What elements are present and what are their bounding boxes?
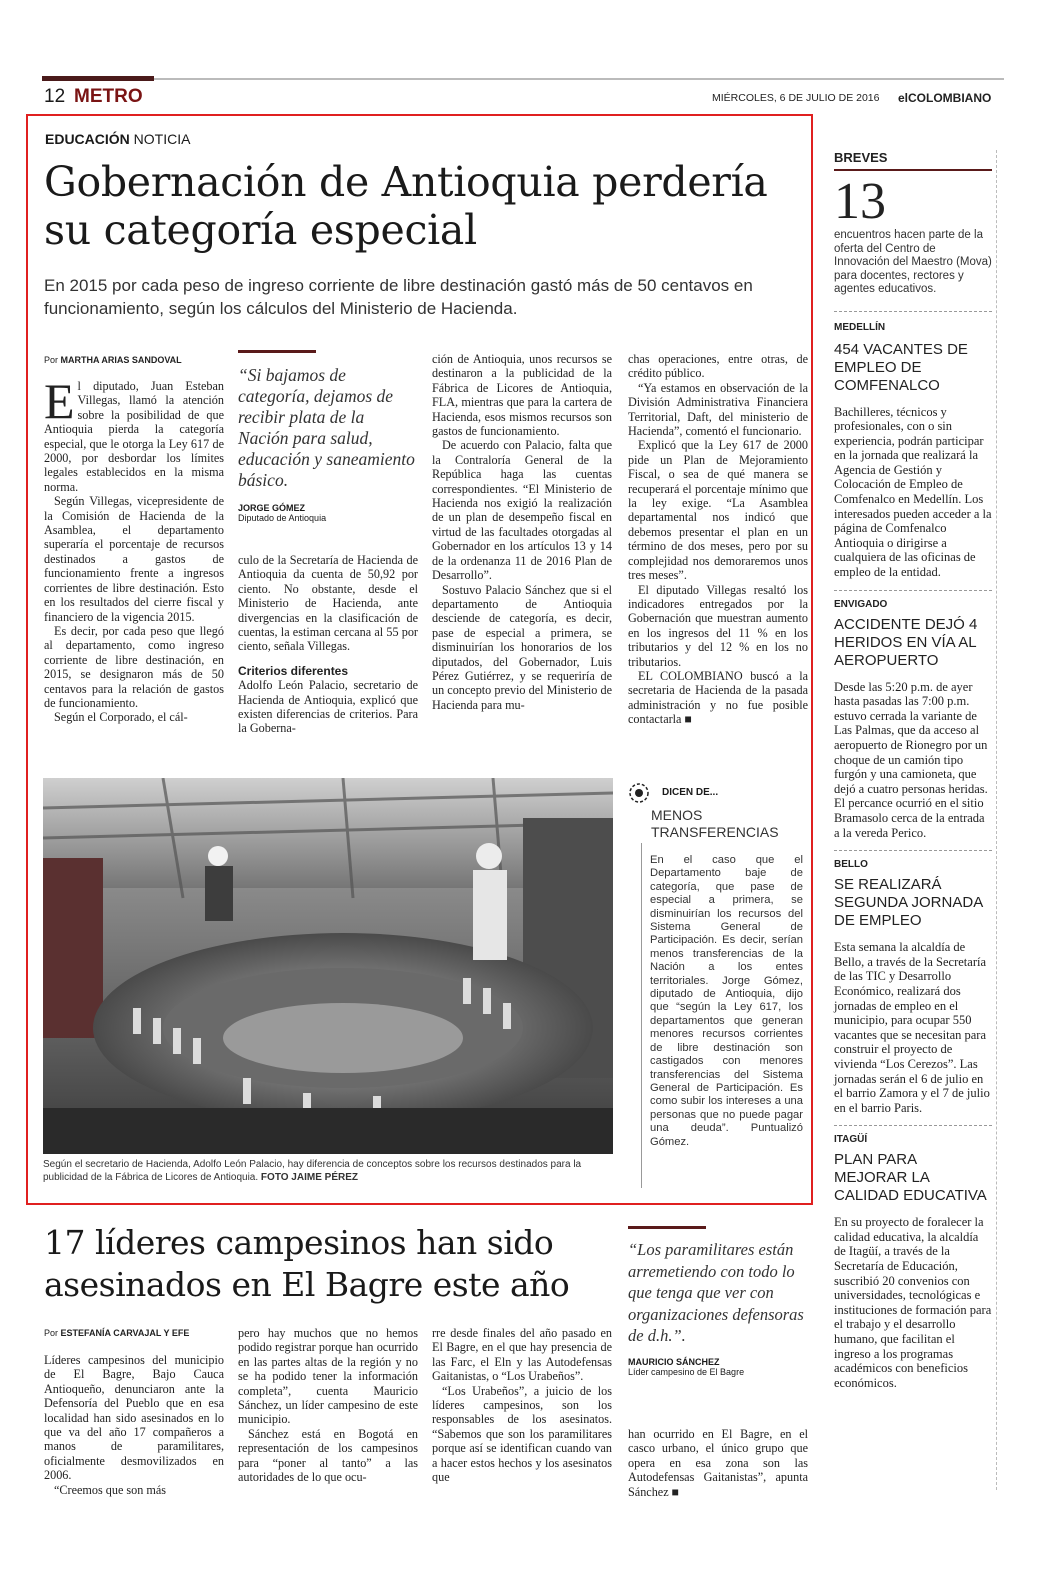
paragraph: “Los Urabeños”, a juicio de los líderes campesinos, son los responsables de los asesinatos. “Sabemos que son los paramilitares porque así se identifican cuando van a hacer estos hechos y los asesinatos que	[432, 1383, 612, 1485]
breves-rule	[834, 169, 992, 171]
brief-headline: SE REALIZARÁ SEGUNDA JORNADA DE EMPLEO	[834, 876, 983, 930]
second-column-4	[628, 1427, 808, 1499]
article-column-1	[44, 355, 224, 725]
article-column-2	[238, 350, 418, 523]
paragraph: Sostuvo Palacio Sánchez que si el departamento de Antioquia desciende de categoría, es decir, pase de especial a primera, se disminuirían los honorarios de los diputados, del Gobernador, Luis Pérez Gutiérrez, y se requeriría de un concepto previo del Ministerio de Hacienda para mu-	[432, 582, 612, 712]
paragraph: Adolfo León Palacio, secretario de Hacienda de Antioquia, explicó que existen diferencias de criterios. Para la Goberna-	[238, 678, 418, 736]
paragraph: “Creemos que son más	[54, 1482, 167, 1497]
paragraph: ción de Antioquia, unos recursos se destinaron a la publicidad de la Fábrica de Licores de Antioquia, FLA, mientras que para la cartera de Hacienda, esos mismos recursos son gastos de funcionamiento.	[432, 352, 612, 439]
paragraph: pero hay muchos que no hemos podido registrar porque han ocurrido en las partes altas de la región y no se ha podido tener la información completa”, cuenta Mauricio Sánchez, un líder campesino de este municipio.	[238, 1326, 418, 1427]
photo-credit: FOTO JAIME PÉREZ	[258, 1172, 358, 1183]
section-accent-bar	[42, 76, 154, 81]
paragraph: chas operaciones, entre otras, de crédito público.	[628, 352, 808, 381]
paragraph: Explicó que la Ley 617 de 2000 pide un Plan de Mejoramiento Fiscal, o sea de qué manera se recuperará el porcentaje mínimo que la ley exige. “La Asamblea departamental nos indicó que debemos presentar el plan en un término de dos meses, pero por su complejidad nos demoraremos unos tres meses”.	[628, 438, 808, 583]
second-column-1	[44, 1353, 224, 1497]
paragraph: Sánchez está en Bogotá en representación de los campesinos para “poner al tanto” a las autoridades de lo que ocu-	[238, 1426, 418, 1485]
brief-headline: 454 VACANTES DE EMPLEO DE COMFENALCO	[834, 340, 968, 394]
photo-caption	[43, 1158, 613, 1184]
quote-accent-bar	[628, 1226, 706, 1229]
article-headline: Gobernación de Antioquia perdería su categoría especial	[44, 158, 768, 254]
paragraph: Es decir, por cada peso que llegó al departamento, como ingreso corriente de libre destinación, en 2015, se designaron más de 50 centavos para la relación de gastos de funcionamiento.	[44, 623, 224, 710]
article-column-2-text	[238, 553, 418, 736]
brief-headline: ACCIDENTE DEJÓ 4 HERIDOS EN VÍA AL AEROPUERTO	[834, 615, 978, 669]
byline-prefix: Por	[44, 1328, 61, 1338]
brief-body: En su proyecto de foralecer la calidad educativa, la alcaldía de Itagüí, a través de la Secretaría de Educación, suscribió 20 convenios con universidades, tecnológicas e instituciones de formación para el trabajo y el desarrollo humano, que facilitan el ingreso a los programas académicos con beneficios económicos.	[834, 1215, 992, 1390]
byline-prefix: Por	[44, 355, 61, 365]
breves-number-text: encuentros hacen parte de la oferta del Centro de Innovación del Maestro (Mova) para docentes, rectores y agentes educativos.	[834, 229, 992, 295]
pull-quote: “Los paramilitares están arremetiendo con todo lo que tenga que ver con organizaciones defensoras de d.h.”.	[628, 1240, 804, 1345]
sidebar-title: MENOS TRANSFERENCIAS	[651, 807, 779, 840]
brief-headline: PLAN PARA MEJORAR LA CALIDAD EDUCATIVA	[834, 1151, 987, 1205]
newspaper-brand: elCOLOMBIANO	[898, 91, 992, 105]
paragraph: l diputado, Juan Esteban Villegas, llamó la atención sobre la posibilidad de que Antioquia pierda la categoría especial, que le otorga la Ley 617 de 2000, por desbordar los límites legales establecidos en la misma norma.	[44, 379, 224, 494]
page-number: 12	[44, 86, 66, 107]
second-headline: 17 líderes campesinos han sido asesinados en El Bagre este año	[44, 1223, 570, 1304]
paragraph: EL COLOMBIANO buscó a la secretaria de Hacienda de la pasada administración y no fue posible contactarla ■	[628, 668, 808, 727]
article-deck: En 2015 por cada peso de ingreso corriente de libre destinación gastó más de 50 centavos en funcionamiento, según los cálculos del Ministerio de Hacienda.	[44, 276, 753, 318]
divider	[834, 590, 992, 591]
paragraph: culo de la Secretaría de Hacienda de Antioquia da cuenta de 50,92 por ciento. No obstante, desde el Ministerio de Hacienda, ante divergencias en la clasificación de cuentas, la estiman cercana al 55 por ciento, señala Villegas.	[238, 553, 418, 654]
second-quote-block	[628, 1226, 808, 1377]
brief-place: ITAGÜÍ	[834, 1134, 868, 1146]
header-rule	[42, 78, 1004, 80]
quote-author-role: Líder campesino de El Bagre	[628, 1366, 745, 1377]
divider	[834, 850, 992, 851]
second-column-2	[238, 1326, 418, 1484]
drop-cap: E	[44, 373, 75, 429]
brief-body: Esta semana la alcaldía de Bello, a través de la Secretaría de las TIC y Desarrollo Económico, realizará dos jornadas de empleo en el municipio, para ocupar 550 vacantes que se necesitan para construir el proyecto de vivienda “Los Cerezos”. Las jornadas serán el 6 de julio en el barrio Zamora y el 7 de julio en el barrio Paris.	[834, 940, 990, 1115]
second-column-3	[432, 1326, 612, 1484]
byline-author: ESTEFANÍA CARVAJAL Y EFE	[60, 1328, 190, 1338]
sidebar-body: En el caso que el Departamento baje de categoría, que pase de especial a primera, se disminuirían los recursos del Sistema General de Participación. Es decir, serían menos transferencias de la Nación a los entes territoriales. Jorge Gómez, diputado de Antioquia, dijo que “según la Ley 617, los departamentos que generan menores recursos corrientes de libre destinación son castigados con menores transferencias del Sistema General de Participación. Es como subir los intereses a una personas que no puede pagar una deuda”. Puntualizó Gómez.	[650, 854, 803, 1148]
divider	[834, 311, 992, 312]
kicker-topic: EDUCACIÓN	[45, 131, 130, 147]
paragraph: Según el Corporado, el cál-	[54, 710, 188, 725]
issue-date: MIÉRCOLES, 6 DE JULIO DE 2016	[712, 92, 880, 104]
breves-title: BREVES	[834, 150, 888, 165]
paragraph: Líderes campesinos del municipio de El Bagre, Bajo Cauca Antioqueño, denunciaron ante la Defensoría del Pueblo que en esa localidad han sido asesinados en lo que va del año 17 compañeros a manos de paramilitares, oficialmente desmovilizados en 2006.	[44, 1353, 224, 1483]
breves-big-number: 13	[834, 173, 886, 230]
brief-place: ENVIGADO	[834, 598, 888, 610]
paragraph: Según Villegas, vicepresidente de la Comisión de Hacienda de la Asamblea, el departamento superaría el porcentaje de recursos destinados a gastos de funcionamiento frente a ingresos corrientes de libre destinación. Esto en los resultados del cierre fiscal y financiero de la vigencia 2015.	[44, 494, 224, 624]
brief-place: BELLO	[834, 859, 868, 871]
factory-photo-illustration	[43, 778, 613, 1154]
quote-author-role: Diputado de Antioquia	[238, 513, 327, 523]
divider	[834, 1125, 992, 1126]
paragraph: De acuerdo con Palacio, falta que la Contraloría General de la República haga las cuentas correspondientes. “El Ministerio de Hacienda nos exigió la realización de un plan de desempeño fiscal en virtud de las facultades otorgadas al Gobernador en los artículos 13 y 14 de la ordenanza 11 de 2016 Plan de Desarrollo”.	[432, 438, 612, 583]
article-column-4	[628, 352, 808, 727]
kicker-type: NOTICIA	[129, 131, 191, 147]
byline-author: MARTHA ARIAS SANDOVAL	[60, 355, 182, 365]
paragraph: “Ya estamos en observación de la División Administrativa Financiera Territorial, Daft, del ministerio de Hacienda”, comentó el funcionario.	[628, 380, 808, 439]
caption-text: Según el secretario de Hacienda, Adolfo León Palacio, hay diferencia de conceptos sobre los recursos destinados para la publicidad de la Fábrica de Licores de Antioquia.	[43, 1159, 582, 1183]
paragraph: han ocurrido en El Bagre, en el casco urbano, el único grupo que opera en esa zona son las Autodefensas Gaitanistas”, apunta Sánchez ■	[628, 1427, 808, 1499]
paragraph: rre desde finales del año pasado en El Bagre, en el que hay presencia de las Farc, el Eln y las Autodefensas Gaitanistas, o “Los Urabeños”.	[432, 1326, 612, 1384]
second-byline	[44, 1328, 189, 1338]
paragraph: El diputado Villegas resaltó los indicadores entregados por la Gobernación que muestran aumento en los ingresos del 11 % en los tributarios y del 12 % en los no tributarios.	[628, 582, 808, 669]
brief-body: Bachilleres, técnicos y profesionales, con o sin experiencia, podrán participar en la jornada que realizará la Agencia de Gestión y Colocación de Empleo de Comfenalco en Medellín. Los interesados pueden acceder a la página de Comfenalco Antioquia o dirigirse a cualquiera de las oficinas de empleo de la entidad.	[834, 404, 992, 580]
quote-accent-bar	[238, 350, 316, 353]
quote-author: JORGE GÓMEZ	[238, 503, 306, 513]
pull-quote: “Si bajamos de categoría, dejamos de recibir plata de la Nación para salud, educación y saneamiento básico.	[238, 365, 415, 490]
dicen-de-icon	[628, 782, 650, 808]
breves-column	[834, 150, 992, 1390]
quote-author: MAURICIO SÁNCHEZ	[628, 1356, 720, 1367]
sidebar-label: DICEN DE...	[662, 787, 719, 798]
factory-photo	[43, 778, 613, 1154]
article-column-3	[432, 352, 612, 712]
brief-body: Desde las 5:20 p.m. de ayer hasta pasadas las 7:00 p.m. estuvo cerrada la variante de Las Palmas, que da acceso al aeropuerto de Rionegro por un choque de un camión tipo furgón y una camioneta, que dejó a cuatro personas heridas. El percance ocurrió en el sitio Bramasolo cerca de la entrada a la vereda Perico.	[834, 679, 988, 840]
section-name: METRO	[74, 86, 143, 107]
subheading: Criterios diferentes	[238, 663, 349, 678]
brief-place: MEDELLÍN	[834, 321, 886, 333]
column-divider	[996, 150, 997, 1490]
article-byline	[44, 355, 224, 365]
article-kicker	[45, 131, 190, 147]
